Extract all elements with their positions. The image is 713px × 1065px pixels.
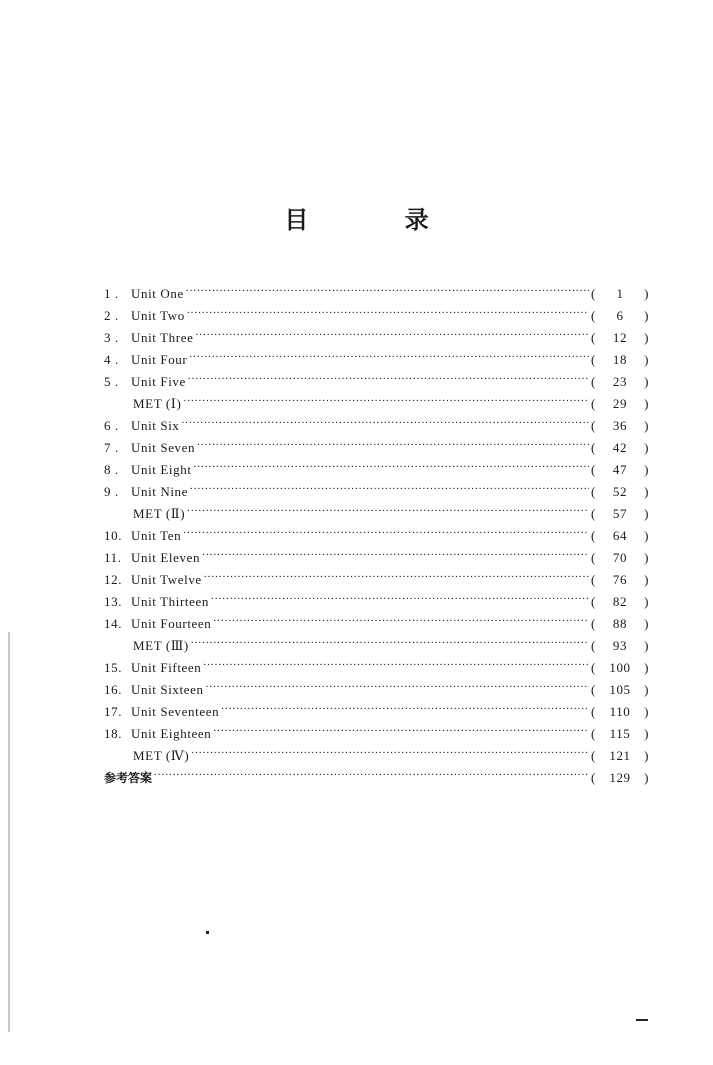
open-paren: ( [591, 396, 596, 411]
open-paren: ( [591, 484, 596, 499]
toc-entry-number: 4 . [104, 352, 119, 367]
toc-entry-number: 11. [104, 550, 122, 565]
toc-page-number: 6 [616, 308, 624, 323]
scan-dash [636, 1019, 648, 1021]
toc-page-reference [591, 767, 649, 789]
toc-page-reference [591, 613, 649, 635]
close-paren: ) [644, 704, 649, 719]
open-paren: ( [591, 506, 596, 521]
toc-page-number: 129 [609, 770, 631, 785]
toc-entry-label: MET (Ⅰ) [133, 396, 182, 411]
toc-page-reference [591, 305, 649, 327]
dot-leader [206, 672, 589, 694]
close-paren: ) [644, 572, 649, 587]
toc-page-number: 82 [612, 594, 628, 609]
toc-entry-label: MET (Ⅳ) [133, 748, 190, 763]
close-paren: ) [644, 660, 649, 675]
open-paren: ( [591, 550, 596, 565]
toc-entry [104, 540, 649, 565]
toc-entry-number: 17. [104, 704, 123, 719]
close-paren: ) [644, 286, 649, 301]
scan-margin-line [8, 632, 10, 1032]
toc-entry-label: Unit Seventeen [131, 704, 220, 719]
toc-page-reference [591, 525, 649, 547]
dot-leader [213, 606, 589, 628]
toc-entry-number: 8 . [104, 462, 119, 477]
toc-page-reference [591, 679, 649, 701]
dot-leader [186, 276, 589, 298]
close-paren: ) [644, 440, 649, 455]
open-paren: ( [591, 638, 596, 653]
toc-entry-label: Unit Fifteen [131, 660, 202, 675]
toc-entry [104, 518, 649, 543]
toc-entry-number: 2 . [104, 308, 119, 323]
toc-page-reference [591, 547, 649, 569]
open-paren: ( [591, 594, 596, 609]
toc-entry [104, 760, 649, 785]
toc-entry-label: Unit Sixteen [131, 682, 204, 697]
toc-entry-number: 16. [104, 682, 123, 697]
open-paren: ( [591, 748, 596, 763]
toc-page-number: 36 [612, 418, 628, 433]
dot-leader [190, 474, 589, 496]
open-paren: ( [591, 682, 596, 697]
toc-page-number: 121 [609, 748, 631, 763]
toc-page-reference [591, 481, 649, 503]
toc-entry [104, 276, 649, 301]
toc-entry-label: Unit Eleven [131, 550, 201, 565]
toc-entry-label: Unit Seven [131, 440, 196, 455]
toc-entry-label: Unit Eight [131, 462, 192, 477]
close-paren: ) [644, 396, 649, 411]
dot-leader [194, 452, 589, 474]
toc-page-number: 76 [612, 572, 628, 587]
toc-entry [104, 430, 649, 455]
dot-leader [203, 650, 589, 672]
toc-page-reference [591, 349, 649, 371]
toc-entry-number: 18. [104, 726, 123, 741]
toc-page-number: 52 [612, 484, 628, 499]
toc-page-reference [591, 657, 649, 679]
open-paren: ( [591, 572, 596, 587]
toc-page-reference [591, 415, 649, 437]
toc-entry-label: Unit Five [131, 374, 186, 389]
open-paren: ( [591, 440, 596, 455]
dot-leader [211, 584, 589, 606]
close-paren: ) [644, 528, 649, 543]
toc-entry-label: Unit Three [131, 330, 194, 345]
toc-entry-label: Unit Nine [131, 484, 189, 499]
toc-entry-label: Unit Thirteen [131, 594, 209, 609]
toc-page-number: 47 [612, 462, 628, 477]
toc-entry-label: Unit One [131, 286, 184, 301]
dot-leader [191, 628, 589, 650]
dot-leader [204, 562, 589, 584]
dot-leader [189, 342, 589, 364]
toc-page-number: 64 [612, 528, 628, 543]
toc-entry-number: 12. [104, 572, 123, 587]
open-paren: ( [591, 660, 596, 675]
toc-entry-number: 9 . [104, 484, 119, 499]
dot-leader [187, 298, 589, 320]
open-paren: ( [591, 726, 596, 741]
close-paren: ) [644, 770, 649, 785]
toc-entry-number: 3 . [104, 330, 119, 345]
toc-page-reference [591, 745, 649, 767]
toc-entry-number: 1 . [104, 286, 119, 301]
dot-leader [197, 430, 589, 452]
toc-entry-number: 13. [104, 594, 123, 609]
toc-page-reference [591, 635, 649, 657]
toc-page-reference [591, 327, 649, 349]
close-paren: ) [644, 374, 649, 389]
close-paren: ) [644, 352, 649, 367]
open-paren: ( [591, 528, 596, 543]
toc-entry [104, 320, 649, 345]
close-paren: ) [644, 594, 649, 609]
dot-leader [183, 518, 589, 540]
toc-entry-label: Unit Twelve [131, 572, 202, 587]
open-paren: ( [591, 330, 596, 345]
toc-entry-label: Unit Two [131, 308, 185, 323]
open-paren: ( [591, 616, 596, 631]
close-paren: ) [644, 638, 649, 653]
open-paren: ( [591, 308, 596, 323]
toc-entry-number: 6 . [104, 418, 119, 433]
toc-entry-number: 15. [104, 660, 123, 675]
toc-page-reference [591, 591, 649, 613]
toc-entry-label: Unit Six [131, 418, 180, 433]
table-of-contents [104, 276, 649, 785]
toc-page-number: 70 [612, 550, 628, 565]
toc-page-reference [591, 371, 649, 393]
toc-page-number: 12 [612, 330, 628, 345]
toc-page-number: 1 [616, 286, 624, 301]
toc-entry-label: MET (Ⅱ) [133, 506, 186, 521]
close-paren: ) [644, 418, 649, 433]
dot-leader [182, 408, 589, 430]
open-paren: ( [591, 352, 596, 367]
toc-page-number: 23 [612, 374, 628, 389]
close-paren: ) [644, 330, 649, 345]
open-paren: ( [591, 286, 596, 301]
dot-leader [221, 694, 589, 716]
toc-entry-label: Unit Eighteen [131, 726, 212, 741]
toc-entry-number: 5 . [104, 374, 119, 389]
toc-page-reference [591, 437, 649, 459]
dot-leader [195, 320, 589, 342]
toc-page-number: 105 [609, 682, 631, 697]
toc-page-number: 88 [612, 616, 628, 631]
dot-leader [154, 760, 589, 782]
toc-page-number: 42 [612, 440, 628, 455]
close-paren: ) [644, 308, 649, 323]
open-paren: ( [591, 374, 596, 389]
dot-leader [188, 364, 589, 386]
toc-entry-label: Unit Four [131, 352, 188, 367]
toc-page-number: 110 [609, 704, 631, 719]
toc-page-reference [591, 459, 649, 481]
page-title: 目 录 [284, 206, 473, 234]
scan-speck [206, 931, 209, 934]
toc-entry-number: 7 . [104, 440, 119, 455]
dot-leader [187, 496, 589, 518]
toc-entry-number: 14. [104, 616, 123, 631]
toc-entry [104, 408, 649, 433]
open-paren: ( [591, 704, 596, 719]
toc-entry [104, 298, 649, 323]
toc-page-number: 93 [612, 638, 628, 653]
toc-page-reference [591, 569, 649, 591]
dot-leader [213, 716, 589, 738]
close-paren: ) [644, 506, 649, 521]
toc-page-reference [591, 723, 649, 745]
dot-leader [191, 738, 589, 760]
close-paren: ) [644, 550, 649, 565]
toc-entry [104, 386, 649, 411]
close-paren: ) [644, 462, 649, 477]
dot-leader [183, 386, 589, 408]
open-paren: ( [591, 462, 596, 477]
open-paren: ( [591, 418, 596, 433]
close-paren: ) [644, 484, 649, 499]
toc-page-reference [591, 503, 649, 525]
toc-page-number: 18 [612, 352, 628, 367]
close-paren: ) [644, 616, 649, 631]
toc-entry-label: 参考答案 [104, 771, 153, 785]
toc-entry-label: Unit Ten [131, 528, 182, 543]
close-paren: ) [644, 726, 649, 741]
close-paren: ) [644, 748, 649, 763]
toc-page-number: 115 [609, 726, 631, 741]
toc-entry-label: Unit Fourteen [131, 616, 212, 631]
toc-entry-label: MET (Ⅲ) [133, 638, 189, 653]
toc-entry-number: 10. [104, 528, 123, 543]
toc-page-reference [591, 701, 649, 723]
dot-leader [202, 540, 589, 562]
close-paren: ) [644, 682, 649, 697]
toc-page-number: 100 [609, 660, 631, 675]
toc-page-reference [591, 393, 649, 415]
open-paren: ( [591, 770, 596, 785]
toc-page-number: 57 [612, 506, 628, 521]
toc-page-number: 29 [612, 396, 628, 411]
toc-page-reference [591, 283, 649, 305]
